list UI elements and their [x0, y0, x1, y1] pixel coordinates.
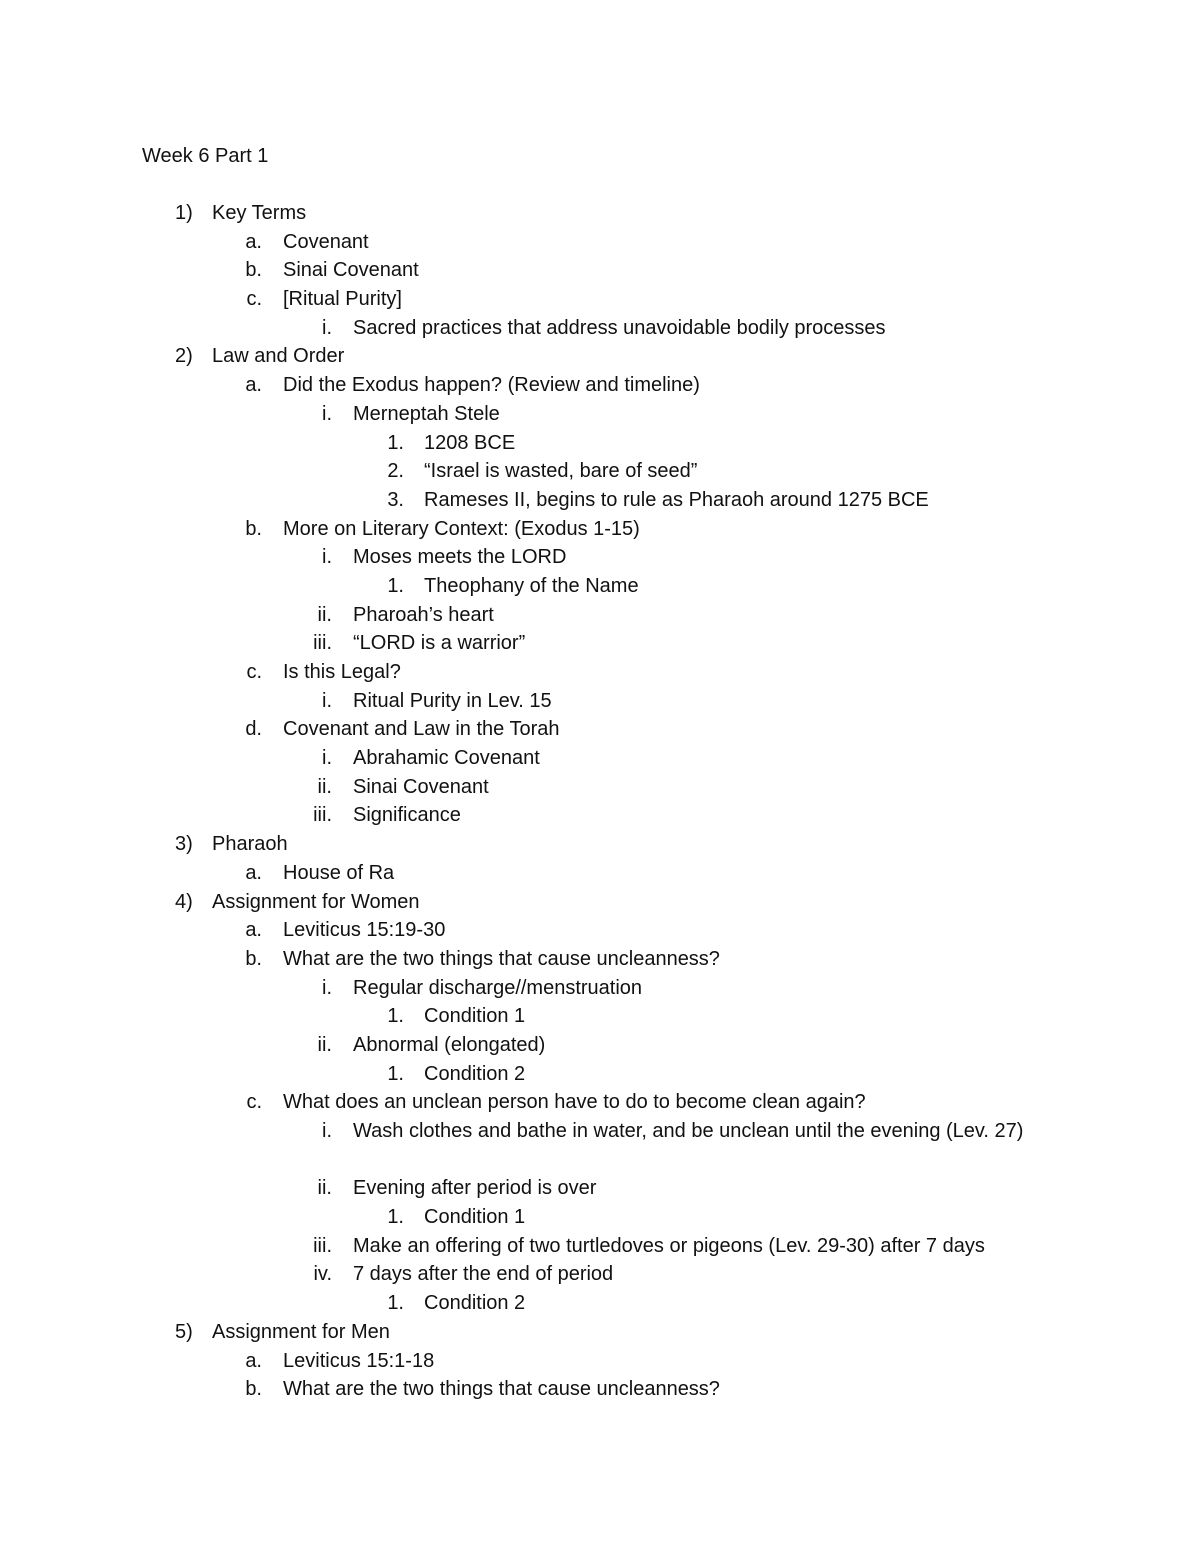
outline-text: Leviticus 15:1-18 — [283, 1349, 435, 1372]
outline-marker: i. — [322, 402, 332, 425]
outline-marker: i. — [322, 316, 332, 339]
outline-marker: ii. — [317, 1033, 332, 1056]
outline-item-level-2 — [0, 1088, 1200, 1117]
outline-marker: i. — [322, 689, 332, 712]
outline-text: Sinai Covenant — [283, 259, 419, 282]
outline-item-level-2 — [0, 859, 1200, 888]
outline-item-level-2 — [0, 228, 1200, 257]
outline-marker: b. — [245, 1378, 262, 1401]
outline-marker: i. — [322, 1120, 332, 1142]
outline-text: Condition 2 — [424, 1292, 526, 1315]
outline-item-level-3 — [0, 314, 1200, 343]
outline-item-level-2 — [0, 371, 1200, 400]
outline-text: What are the two things that cause uncleanness? — [283, 947, 720, 970]
outline-text: Merneptah Stele — [353, 402, 500, 425]
outline-text: “LORD is a warrior” — [353, 632, 526, 655]
outline-item-level-3 — [0, 400, 1200, 429]
outline-item-level-2 — [0, 256, 1200, 285]
outline-text: Theophany of the Name — [424, 574, 639, 597]
outline-marker: a. — [245, 230, 262, 253]
outline-text: House of Ra — [283, 861, 395, 884]
outline-item-level-2 — [0, 285, 1200, 314]
outline-text: Wash clothes and bathe in water, and be unclean until the evening (Lev. 27) — [353, 1120, 1024, 1142]
outline-item-level-1 — [0, 342, 1200, 371]
outline-marker: a. — [245, 1349, 262, 1372]
outline-marker: iii. — [313, 804, 332, 827]
outline-item-level-4 — [0, 1203, 1200, 1232]
outline-marker: b. — [245, 259, 262, 282]
outline-marker: d. — [245, 718, 262, 741]
outline-item-level-2 — [0, 1347, 1200, 1376]
outline-text: 1208 BCE — [424, 431, 516, 454]
outline-text: Condition 1 — [424, 1005, 526, 1028]
outline-marker: 1. — [387, 1005, 404, 1028]
outline-text: Covenant — [283, 230, 369, 253]
outline-item-level-3 — [0, 773, 1200, 802]
outline-marker: iv. — [313, 1263, 332, 1286]
outline-text: 7 days after the end of period — [353, 1263, 614, 1286]
outline-text: Abnormal (elongated) — [353, 1033, 546, 1056]
outline-text: Sinai Covenant — [353, 775, 489, 798]
outline-text: Pharoah’s heart — [353, 603, 494, 626]
outline-marker: i. — [322, 546, 332, 569]
outline-item-level-4 — [0, 486, 1200, 515]
outline-marker: 1. — [387, 1062, 404, 1085]
outline-marker: 3. — [387, 488, 404, 511]
outline-marker: 2. — [387, 460, 404, 483]
outline-text: Evening after period is over — [353, 1177, 597, 1200]
outline-item-level-3 — [0, 974, 1200, 1003]
outline-item-level-3 — [0, 629, 1200, 658]
outline-item-level-4 — [0, 1002, 1200, 1031]
document-title: Week 6 Part 1 — [142, 145, 269, 167]
outline-item-level-3 — [0, 1031, 1200, 1060]
outline-marker: a. — [245, 374, 262, 397]
outline-text: Condition 2 — [424, 1062, 526, 1085]
outline-item-level-3 — [0, 543, 1200, 572]
outline-marker: iii. — [313, 632, 332, 655]
outline-item-level-2 — [0, 945, 1200, 974]
outline-marker: 2) — [175, 345, 193, 368]
outline-item-level-4 — [0, 457, 1200, 486]
outline-marker: b. — [245, 947, 262, 970]
outline-text: Leviticus 15:19-30 — [283, 919, 446, 942]
outline-item-level-4 — [0, 1060, 1200, 1089]
outline-item-level-3 — [0, 1174, 1200, 1203]
outline-item-level-3 — [0, 1260, 1200, 1289]
outline-item-level-2 — [0, 916, 1200, 945]
outline-marker: 1. — [387, 1206, 404, 1229]
outline-text: Rameses II, begins to rule as Pharaoh around 1275 BCE — [424, 488, 929, 511]
outline-text: Pharaoh — [212, 833, 288, 856]
outline-text: Key Terms — [212, 202, 307, 224]
outline-text: What does an unclean person have to do to become clean again? — [283, 1091, 866, 1114]
outline-text: Covenant and Law in the Torah — [283, 718, 560, 741]
outline-marker: c. — [246, 288, 262, 311]
outline-marker: 1. — [387, 431, 404, 454]
outline-text: Ritual Purity in Lev. 15 — [353, 689, 552, 712]
outline-text: Assignment for Men — [212, 1320, 390, 1343]
outline-item-level-3 — [0, 601, 1200, 630]
outline-text: Did the Exodus happen? (Review and timeline) — [283, 374, 700, 397]
outline-item-level-3 — [0, 1117, 1200, 1174]
outline-text: Abrahamic Covenant — [353, 747, 540, 770]
outline-marker: 4) — [175, 890, 193, 913]
outline-text: “Israel is wasted, bare of seed” — [424, 460, 698, 483]
outline-text: More on Literary Context: (Exodus 1-15) — [283, 517, 640, 540]
outline-marker: ii. — [317, 1177, 332, 1200]
outline-item-level-4 — [0, 572, 1200, 601]
outline-item-level-3 — [0, 801, 1200, 830]
outline-marker: 5) — [175, 1320, 193, 1343]
outline-marker: i. — [322, 976, 332, 999]
outline-item-level-1 — [0, 830, 1200, 859]
outline-text: Sacred practices that address unavoidable bodily processes — [353, 316, 886, 339]
outline-marker: c. — [246, 661, 262, 683]
outline-item-level-1 — [0, 1318, 1200, 1347]
outline-item-level-1 — [0, 888, 1200, 917]
outline-marker: 1. — [387, 574, 404, 597]
outline-text: Make an offering of two turtledoves or pigeons (Lev. 29-30) after 7 days — [353, 1234, 985, 1257]
outline-marker: 1. — [387, 1292, 404, 1315]
outline-item-level-2 — [0, 1375, 1200, 1404]
outline-text: Moses meets the LORD — [353, 546, 567, 569]
outline-marker: ii. — [317, 775, 332, 798]
outline-text: Regular discharge//menstruation — [353, 976, 643, 999]
outline-marker: 1) — [175, 202, 193, 224]
outline-marker: b. — [245, 517, 262, 540]
outline-item-level-3 — [0, 1232, 1200, 1261]
outline-text: Law and Order — [212, 345, 345, 368]
outline-marker: iii. — [313, 1234, 332, 1257]
outline-marker: ii. — [317, 603, 332, 626]
outline-text: Assignment for Women — [212, 890, 420, 913]
outline-item-level-2 — [0, 515, 1200, 544]
outline-item-level-1 — [0, 199, 1200, 228]
outline-text: Is this Legal? — [283, 661, 401, 683]
outline-item-level-4 — [0, 1289, 1200, 1318]
outline-item-level-4 — [0, 429, 1200, 458]
outline-text: [Ritual Purity] — [283, 288, 402, 311]
outline-marker: c. — [246, 1091, 262, 1114]
outline-marker: 3) — [175, 833, 193, 856]
outline-marker: i. — [322, 747, 332, 770]
outline-text: Significance — [353, 804, 461, 827]
outline-text: What are the two things that cause uncleanness? — [283, 1378, 720, 1401]
outline-text: Condition 1 — [424, 1206, 526, 1229]
outline-marker: a. — [245, 919, 262, 942]
outline-list — [0, 199, 1200, 1404]
outline-item-level-2 — [0, 715, 1200, 744]
outline-marker: a. — [245, 861, 262, 884]
outline-item-level-3 — [0, 687, 1200, 716]
outline-item-level-2 — [0, 658, 1200, 687]
outline-item-level-3 — [0, 744, 1200, 773]
